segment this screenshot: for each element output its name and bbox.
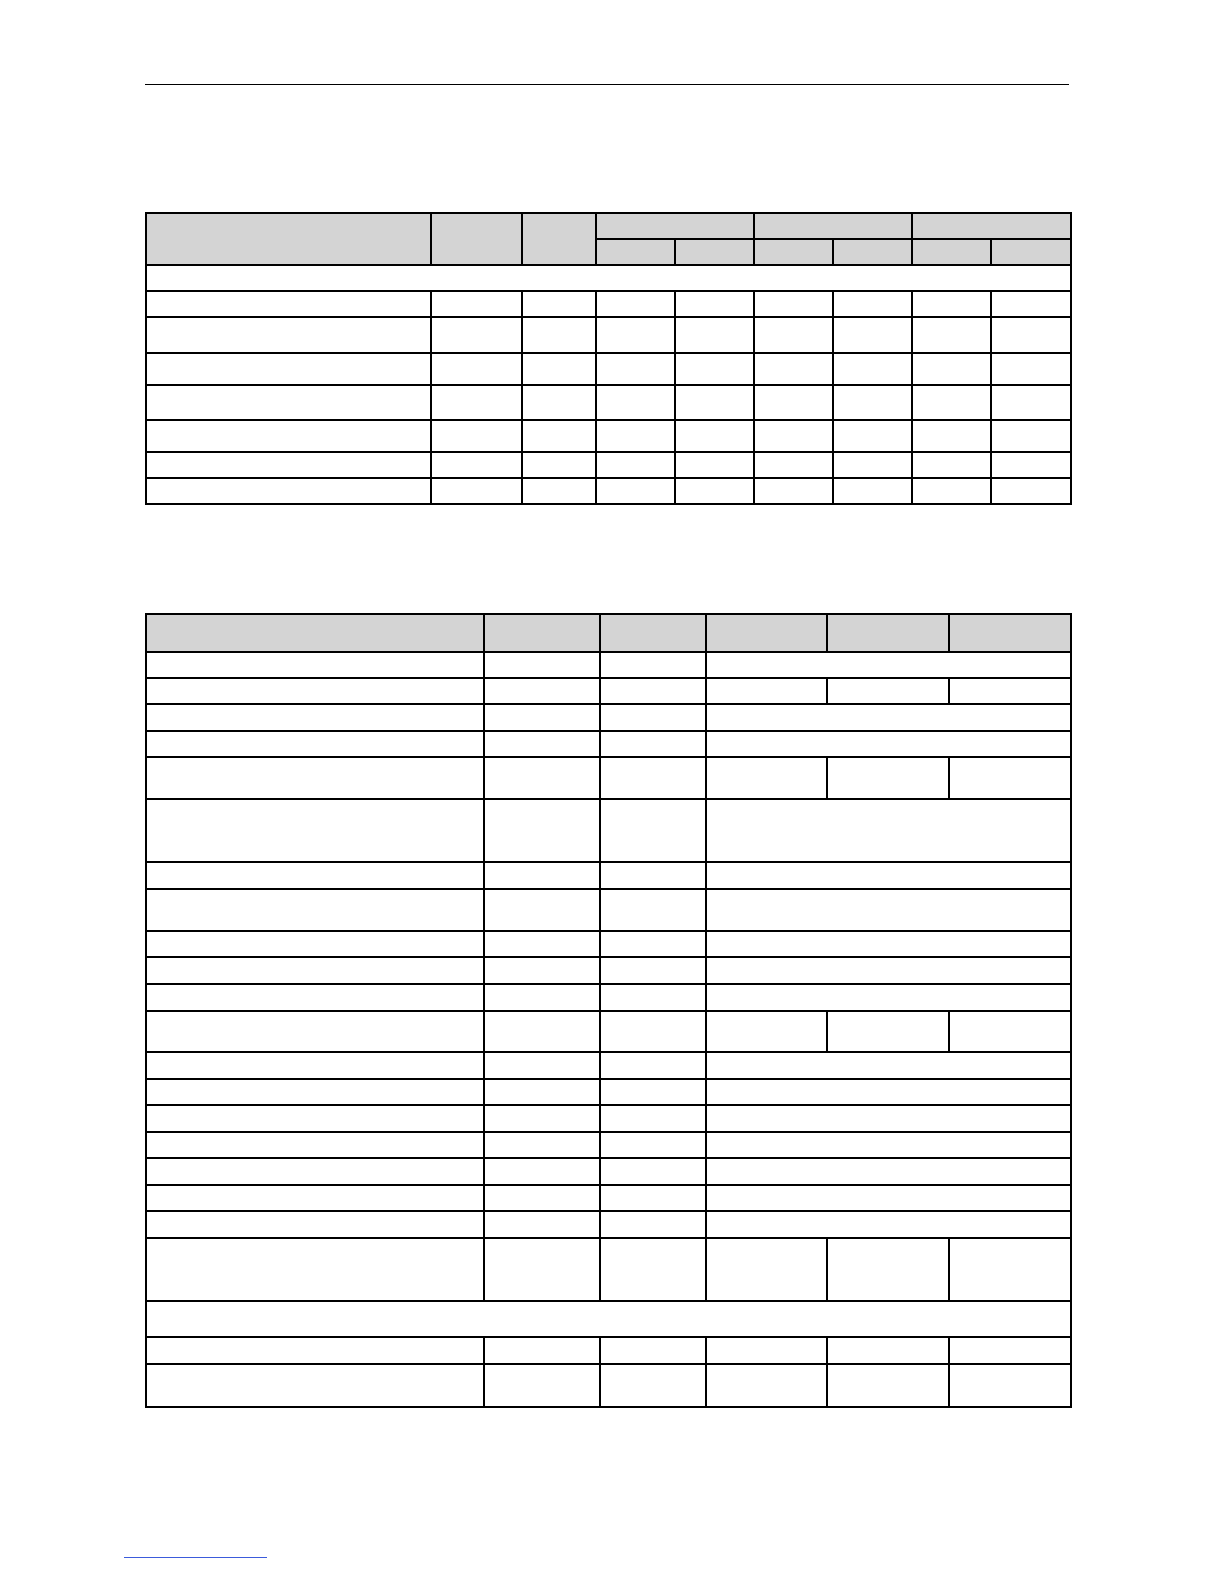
table-row: [146, 317, 1071, 353]
table-2-header-cell: [706, 614, 827, 652]
table-row: [146, 1211, 1071, 1238]
table-2: [145, 613, 1072, 1408]
table-1-subheader-cell: [833, 239, 912, 265]
table-2-header-cell: [484, 614, 600, 652]
table-1-subheader-cell: [754, 239, 833, 265]
merged-value-cell: [706, 931, 1071, 957]
table-row: [146, 291, 1071, 317]
table-row: [146, 1011, 1071, 1052]
table-1-section-row: [146, 265, 1071, 291]
table-1: [145, 212, 1072, 505]
merged-value-cell: [706, 731, 1071, 757]
table-row: [146, 799, 1071, 862]
header-rule: [145, 84, 1069, 85]
merged-value-cell: [706, 652, 1071, 678]
merged-value-cell: [706, 1185, 1071, 1211]
table-row: [146, 452, 1071, 478]
footer-link-underline: [124, 1557, 267, 1558]
table-1-header-cell: [431, 213, 522, 265]
table-row: [146, 353, 1071, 385]
table-row: [146, 931, 1071, 957]
table-row: [146, 652, 1071, 678]
table-row: [146, 957, 1071, 984]
table-1-subheader-cell: [912, 239, 991, 265]
table-2-header-cell: [827, 614, 949, 652]
table-1-subheader-cell: [596, 239, 675, 265]
table-1-header-cell: [522, 213, 596, 265]
table-2-header-cell: [146, 614, 484, 652]
merged-value-cell: [706, 1052, 1071, 1079]
table-row: [146, 1185, 1071, 1211]
merged-value-cell: [706, 957, 1071, 984]
table-2-header-cell: [949, 614, 1071, 652]
merged-value-cell: [706, 862, 1071, 889]
merged-value-cell: [706, 889, 1071, 931]
table-1-section-cell: [146, 265, 1071, 291]
merged-value-cell: [706, 1132, 1071, 1158]
table-row: [146, 757, 1071, 799]
merged-value-cell: [706, 1211, 1071, 1238]
merged-value-cell: [706, 704, 1071, 731]
table-1-header-cell: [146, 213, 431, 265]
table-row: [146, 1158, 1071, 1185]
merged-value-cell: [706, 984, 1071, 1011]
merged-value-cell: [706, 1079, 1071, 1105]
table-row: [146, 1105, 1071, 1132]
table-1-group-header: [754, 213, 912, 239]
table-row: [146, 1238, 1071, 1301]
table-1-subheader-cell: [675, 239, 754, 265]
table-2-header-cell: [600, 614, 706, 652]
table-1-subheader-cell: [991, 239, 1071, 265]
table-row: [146, 1337, 1071, 1364]
table-row: [146, 1079, 1071, 1105]
table-2-section-cell: [146, 1301, 1071, 1337]
table-row: [146, 385, 1071, 420]
table-1-group-header: [596, 213, 754, 239]
merged-value-cell: [706, 1105, 1071, 1132]
merged-value-cell: [706, 1158, 1071, 1185]
table-2-section-row: [146, 1301, 1071, 1337]
table-row: [146, 704, 1071, 731]
table-1-group-header: [912, 213, 1071, 239]
table-row: [146, 984, 1071, 1011]
table-row: [146, 420, 1071, 452]
table-row: [146, 889, 1071, 931]
table-row: [146, 678, 1071, 704]
merged-value-cell: [706, 799, 1071, 862]
table-row: [146, 1364, 1071, 1407]
table-row: [146, 862, 1071, 889]
table-row: [146, 478, 1071, 504]
table-row: [146, 731, 1071, 757]
table-row: [146, 1132, 1071, 1158]
table-row: [146, 1052, 1071, 1079]
